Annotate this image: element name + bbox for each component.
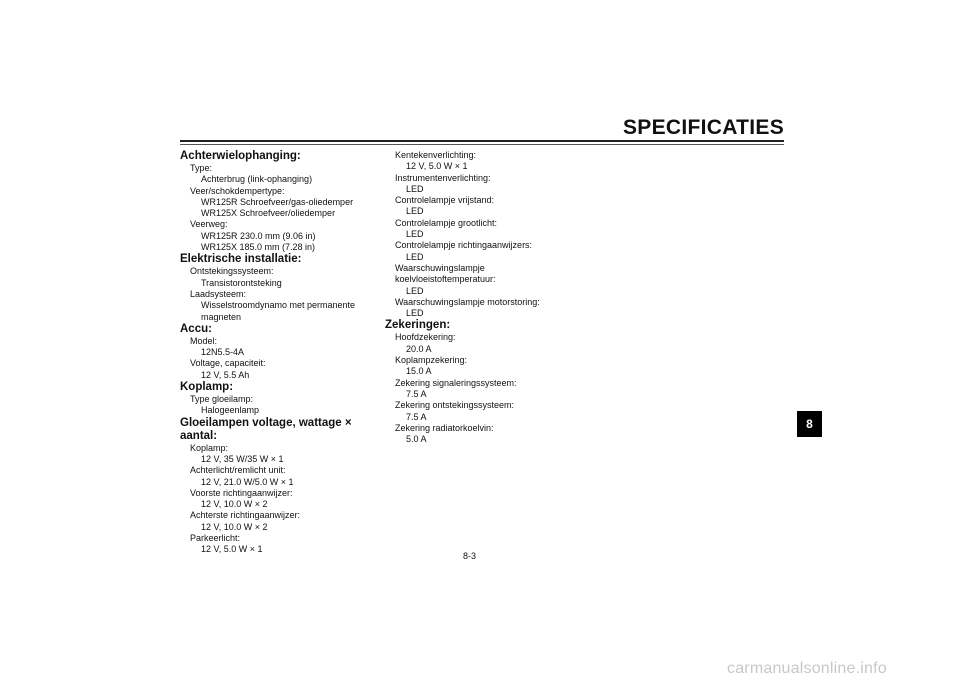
spec-label: Parkeerlicht:	[190, 533, 241, 544]
spec-value: 7.5 A	[406, 388, 427, 399]
spec-label: Waarschuwingslampje	[395, 262, 485, 273]
section-heading: Elektrische installatie:	[180, 253, 302, 266]
spec-label: Instrumentenverlichting:	[395, 172, 491, 183]
spec-label: Ontstekingssysteem:	[190, 266, 274, 277]
spec-label: Veer/schokdempertype:	[190, 185, 285, 196]
spec-value: WR125X 185.0 mm (7.28 in)	[201, 242, 316, 253]
spec-label: Achterste richtingaanwijzer:	[190, 510, 301, 521]
spec-label: Voltage, capaciteit:	[190, 358, 266, 369]
spec-value: Wisselstroomdynamo met permanente	[201, 300, 356, 311]
section-heading: Koplamp:	[180, 381, 234, 394]
section-heading: Zekeringen:	[385, 319, 451, 332]
spec-value: 12 V, 35 W/35 W × 1	[201, 453, 284, 464]
spec-label: Type gloeilamp:	[190, 394, 254, 405]
spec-value: 15.0 A	[406, 366, 432, 377]
spec-label: Voorste richtingaanwijzer:	[190, 487, 293, 498]
spec-value: LED	[406, 285, 424, 296]
spec-value: Achterbrug (link-ophanging)	[201, 174, 313, 185]
spec-value: Halogeenlamp	[201, 405, 260, 416]
page-number: 8-3	[463, 551, 477, 561]
spec-value: 12 V, 10.0 W × 2	[201, 521, 268, 532]
spec-label: Zekering signaleringssysteem:	[395, 377, 517, 388]
spec-label: Controlelampje grootlicht:	[395, 217, 498, 228]
spec-value: WR125R Schroefveer/gas-oliedemper	[201, 196, 354, 207]
spec-value: 12 V, 10.0 W × 2	[201, 499, 268, 510]
spec-label: koelvloeistoftemperatuur:	[395, 274, 496, 285]
title-rule-thick	[180, 140, 784, 142]
spec-label: Waarschuwingslampje motorstoring:	[395, 296, 540, 307]
spec-label: Veerweg:	[190, 219, 228, 230]
section-heading: Gloeilampen voltage, wattage × aantal:	[180, 416, 352, 442]
spec-label: Kentekenverlichting:	[395, 150, 477, 160]
spec-value: 12 V, 5.0 W × 1	[406, 161, 468, 172]
spec-value: WR125R 230.0 mm (9.06 in)	[201, 230, 316, 241]
left-spec-column	[180, 150, 385, 556]
spec-label: Controlelampje richtingaanwijzers:	[395, 240, 533, 251]
section-heading: Achterwielophanging:	[180, 150, 301, 162]
spec-value: LED	[406, 251, 424, 262]
footer-watermark: carmanualsonline.info	[727, 660, 887, 677]
chapter-tab[interactable]: 8	[797, 411, 822, 437]
right-spec-column	[385, 150, 590, 445]
title-rule-thin	[180, 144, 784, 145]
spec-value: LED	[406, 308, 424, 319]
spec-value: magneten	[201, 311, 242, 322]
spec-value: WR125X Schroefveer/oliedemper	[201, 208, 336, 219]
spec-label: Achterlicht/remlicht unit:	[190, 465, 286, 476]
spec-value: LED	[406, 206, 424, 217]
spec-label: Zekering ontstekingssysteem:	[395, 400, 515, 411]
spec-value: LED	[406, 229, 424, 240]
spec-value: 20.0 A	[406, 343, 432, 354]
page-title: SPECIFICATIES	[622, 116, 784, 139]
spec-value: LED	[406, 183, 424, 194]
spec-value: 7.5 A	[406, 411, 427, 422]
spec-label: Zekering radiatorkoelvin:	[395, 422, 494, 433]
spec-value: 12N5.5-4A	[201, 347, 245, 358]
spec-value: 12 V, 5.5 Ah	[201, 369, 250, 380]
spec-label: Hoofdzekering:	[395, 332, 456, 343]
spec-label: Type:	[190, 163, 213, 173]
spec-label: Laadsysteem:	[190, 288, 247, 299]
spec-label: Controlelampje vrijstand:	[395, 195, 495, 206]
spec-label: Model:	[190, 335, 218, 346]
spec-label: Koplamp:	[190, 442, 229, 453]
spec-label: Koplampzekering:	[395, 355, 468, 366]
spec-value: 12 V, 5.0 W × 1	[201, 544, 263, 555]
spec-value: 5.0 A	[406, 434, 427, 445]
spec-value: Transistorontsteking	[201, 277, 282, 288]
section-heading: Accu:	[180, 322, 212, 335]
spec-value: 12 V, 21.0 W/5.0 W × 1	[201, 476, 294, 487]
